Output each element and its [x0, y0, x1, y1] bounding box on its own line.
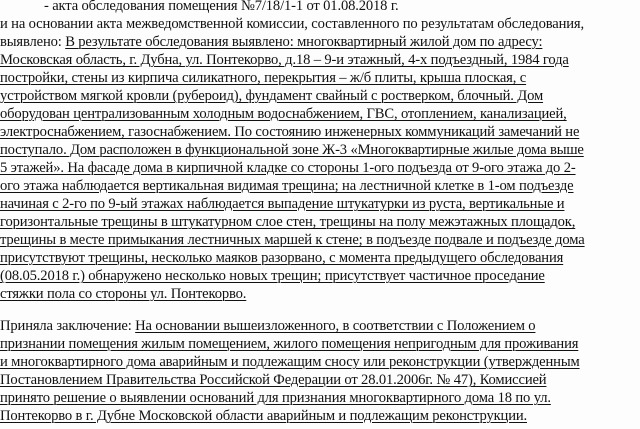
underlined-text: оборудован централизованным холодным водоснабжением, ГВС, отоплением, канализацией, [0, 106, 567, 122]
underlined-text: принято решение о выявлении оснований для признания многоквартирного дома 18 по ул. [0, 390, 551, 406]
document-line [0, 214, 640, 231]
document-line [0, 354, 640, 371]
underlined-text: устройством мягкой кровли (рубероид), фундамент свайный с ростверком, блочный. Дом [0, 88, 544, 104]
text-segment: выявлено: [0, 34, 66, 50]
document-line [0, 124, 640, 141]
document-line [0, 106, 640, 123]
underlined-text: ого этажа наблюдается вертикальная видимая трещина; на лестничной клетке в 1-ом подъезде [0, 178, 574, 194]
underlined-text: На основании вышеизложенного, в соответствии с Положением о [135, 318, 536, 334]
document-line [0, 372, 640, 389]
text-segment: Приняла заключение: [0, 318, 136, 334]
document-line [0, 52, 640, 69]
underlined-text: 5 этажей». На фасаде дома в кирпичной кладке со стороны 1-ого подъезда от 9-ого этажа до 2- [0, 160, 576, 176]
document-line [0, 34, 640, 51]
underlined-text: и многоквартирного дома аварийным и подлежащим сносу или реконструкции (утвержденным [0, 354, 580, 370]
underlined-text: Понтекорво в г. Дубне Московской области аварийным и подлежащим реконструкции. [0, 408, 528, 424]
document-line [0, 196, 640, 213]
text-segment: - акта обследования помещения №7/18/1-1 от 01.08.2018 г. [44, 0, 399, 14]
underlined-text: признании помещения жилым помещением, жилого помещения непригодным для проживания [0, 336, 579, 352]
document-line [0, 178, 640, 195]
document-line [0, 336, 640, 353]
underlined-text: присутствуют трещины, несколько маяков разорвано, с момента предыдущего обследования [0, 250, 564, 266]
document-line [0, 268, 640, 285]
document-line [0, 232, 640, 249]
document-line [0, 160, 640, 177]
document-line [0, 142, 640, 159]
document-line [0, 318, 640, 335]
document-line [0, 88, 640, 105]
document-line [0, 408, 640, 425]
underlined-text: горизонтальные трещины в штукатурном слое стен, трещины на полу межэтажных площадок, [0, 214, 576, 230]
underlined-text: трещины в месте примыкания лестничных маршей к стене; в подъезде подвале и подъезде дома [0, 232, 585, 248]
underlined-text: стяжки пола со стороны ул. Понтекорво. [0, 286, 247, 302]
document-line [44, 0, 640, 15]
underlined-text: (08.05.2018 г.) обнаружено несколько новых трещин; присутствует частичное проседание [0, 268, 545, 284]
underlined-text: В результате обследования выявлено: многоквартирный жилой дом по адресу: [65, 34, 543, 50]
underlined-text: Московская область, г. Дубна, ул. Понтекорво, д.18 – 9-и этажный, 4-х подъездный, 1984 года [0, 52, 569, 68]
underlined-text: Постановлением Правительства Российской Федерации от 28.01.2006г. № 47), Комиссией [0, 372, 547, 388]
document-line [0, 16, 640, 33]
underlined-text: поступало. Дом расположен в функциональной зоне Ж-3 «Многоквартирные жилые дома выше [0, 142, 584, 158]
document-line [0, 286, 640, 303]
document-line [0, 390, 640, 407]
underlined-text: электроснабжением, газоснабжением. По состоянию инженерных коммуникаций замечаний не [0, 124, 580, 140]
document-line [0, 250, 640, 267]
text-segment: и на основании акта межведомственной комиссии, составленного по результатам обследования, [0, 16, 584, 32]
underlined-text: начиная с 2-го по 9-ый этажах наблюдается выпадение штукатурки из руста, вертикальные и [0, 196, 565, 212]
underlined-text: постройки, стены из кирпича силикатного, перекрытия – ж/б плиты, крыша плоская, с [0, 70, 527, 86]
document-line [0, 70, 640, 87]
